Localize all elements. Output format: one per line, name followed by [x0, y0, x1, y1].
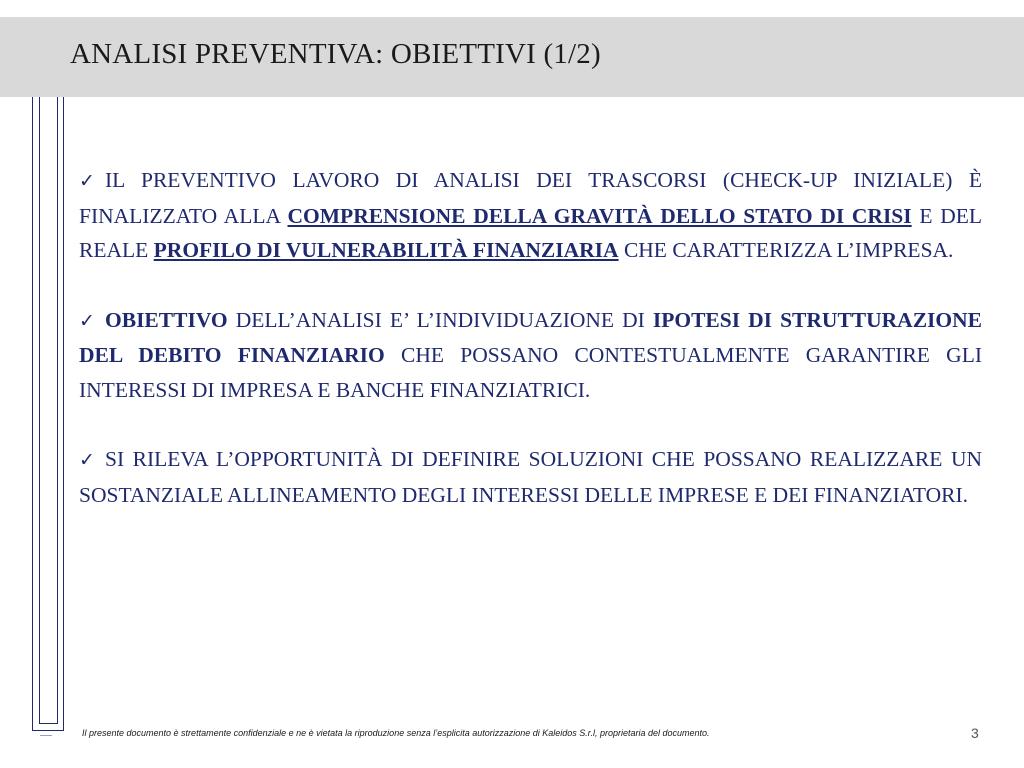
emphasis-text: OBIETTIVO	[105, 307, 228, 332]
bullet-list	[79, 163, 982, 547]
bullet-text: SI RILEVA L’OPPORTUNITÀ DI DEFINIRE SOLUZIONI CHE POSSANO REALIZZARE UN SOSTANZIALE ALLINEAMENTO DEGLI INTERESSI DELLE IMPRESE E DEI FINANZIATORI.	[79, 447, 982, 507]
emphasis-text: IPOTESI DI STRUTTURAZIONE DEL DEBITO FINANZIARIO	[79, 307, 983, 367]
checkmark-icon: ✓	[79, 449, 95, 471]
bullet-text: CHE CARATTERIZZA L’IMPRESA.	[618, 238, 954, 262]
bullet-text: IL PREVENTIVO LAVORO DI ANALISI DEI TRASCORSI (CHECK-UP INIZIALE) È FINALIZZATO ALLA	[79, 168, 982, 228]
frame-line-right-left	[63, 97, 64, 730]
frame-line-inner-left	[39, 97, 40, 723]
bullet-text: CHE POSSANO CONTESTUALMENTE GARANTIRE GLI INTERESSI DI IMPRESA E BANCHE FINANZIATRICI.	[79, 343, 982, 402]
bullet-text: DELL’ANALISI E’ L’INDIVIDUAZIONE DI	[227, 307, 653, 332]
frame-line-bottom-tick	[40, 735, 52, 736]
checkmark-icon: ✓	[79, 309, 95, 332]
emphasis-underlined-text: COMPRENSIONE DELLA GRAVITÀ DELLO STATO DI CRISI	[287, 203, 912, 228]
page-title: ANALISI PREVENTIVA: OBIETTIVI (1/2)	[70, 38, 601, 70]
checkmark-icon: ✓	[79, 170, 95, 192]
bullet-item	[79, 163, 982, 268]
frame-line-bottom-outer	[32, 730, 64, 731]
page-number: 3	[971, 725, 979, 741]
frame-line-mid-left	[57, 97, 58, 723]
frame-line-outer-left	[32, 97, 33, 730]
confidentiality-note: Il presente documento è strettamente confidenziale e ne è vietata la riproduzione senza l’esplicita autorizzazione di Kaleidos S.r.l, proprietaria del documento.	[82, 728, 710, 738]
bullet-text: E DEL REALE	[79, 203, 982, 262]
emphasis-underlined-text: PROFILO DI VULNERABILITÀ FINANZIARIA	[153, 238, 619, 262]
bullet-item	[79, 442, 982, 512]
bullet-item	[79, 303, 982, 408]
frame-line-bottom-inner	[39, 723, 58, 724]
